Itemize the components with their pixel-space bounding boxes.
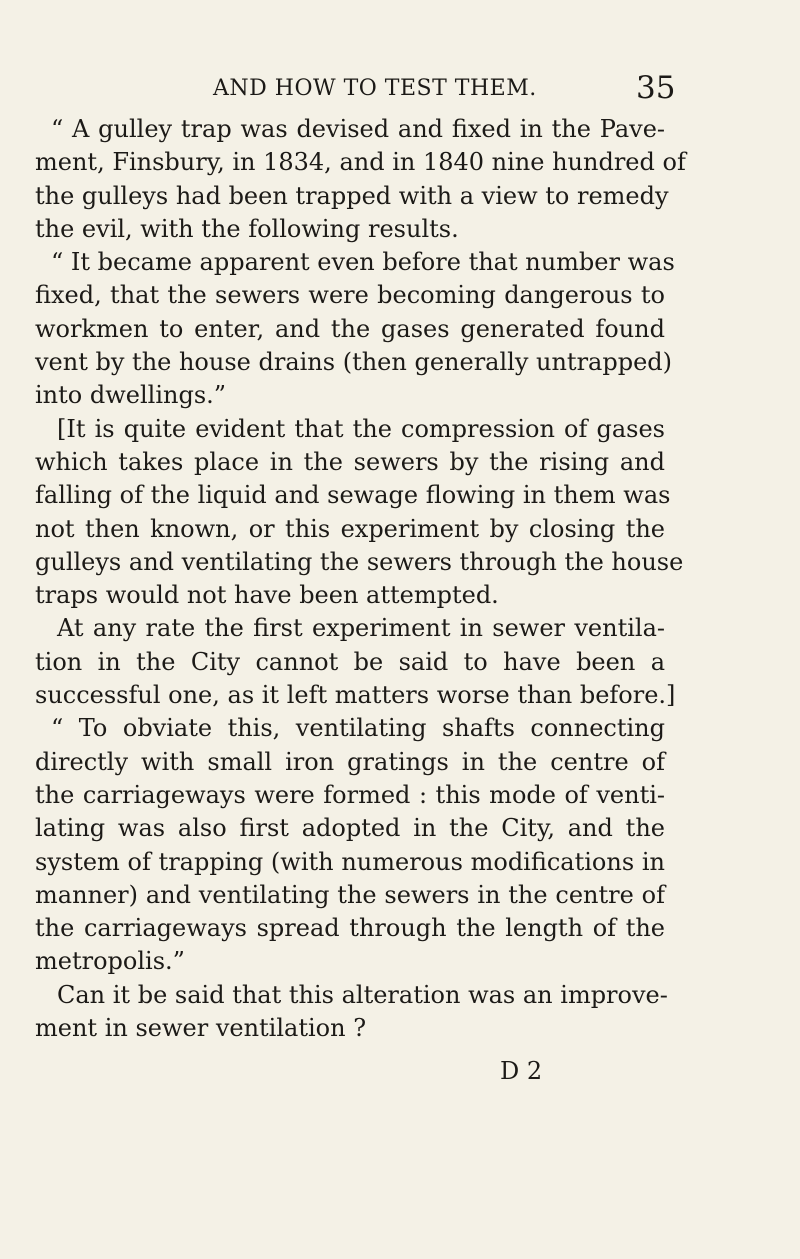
text-line: metropolis.” bbox=[35, 947, 185, 976]
text-line: traps would not have been attempted. bbox=[35, 581, 499, 610]
text-line: system of trapping (with numerous modifications in bbox=[35, 847, 665, 876]
text-line: the carriageways were formed : this mode of venti- bbox=[35, 780, 665, 809]
text-line: falling of the liquid and sewage flowing in them was bbox=[35, 481, 671, 510]
text-line: lating was also first adopted in the City, and the bbox=[35, 814, 665, 843]
running-title: AND HOW TO TEST THEM. bbox=[213, 76, 537, 101]
text-line: the gulleys had been trapped with a view to remedy bbox=[35, 181, 669, 210]
text-line: Can it be said that this alteration was an improve- bbox=[57, 980, 668, 1009]
text-line: “ A gulley trap was devised and fixed in the Pave- bbox=[51, 115, 665, 143]
text-line: workmen to enter, and the gases generated found bbox=[35, 314, 665, 343]
text-line: gulleys and ventilating the sewers through the house bbox=[35, 547, 684, 576]
text-line: vent by the house drains (then generally untrapped) bbox=[35, 348, 673, 377]
text-line: ment in sewer ventilation ? bbox=[35, 1014, 367, 1043]
text-line: the evil, with the following results. bbox=[35, 214, 459, 243]
text-line: tion in the City cannot be said to have been a bbox=[35, 647, 665, 676]
text-line: [It is quite evident that the compression of gases bbox=[57, 414, 665, 443]
text-line: successful one, as it left matters worse than before.] bbox=[35, 681, 676, 710]
text-line: “ To obviate this, ventilating shafts connecting bbox=[51, 714, 665, 743]
text-line: not then known, or this experiment by closing the bbox=[35, 514, 665, 543]
text-line: “ It became apparent even before that number was bbox=[51, 248, 675, 277]
text-line: which takes place in the sewers by the rising and bbox=[35, 447, 665, 476]
text-line: directly with small iron gratings in the centre of bbox=[35, 747, 665, 776]
body-text bbox=[35, 113, 686, 1045]
text-line: the carriageways spread through the length of the bbox=[35, 914, 665, 943]
signature-mark: D 2 bbox=[500, 1057, 543, 1085]
page-number: 35 bbox=[636, 70, 676, 106]
text-line: ment, Finsbury, in 1834, and in 1840 nine hundred of bbox=[35, 148, 686, 177]
text-line: fixed, that the sewers were becoming dangerous to bbox=[35, 281, 665, 310]
text-line: manner) and ventilating the sewers in the centre of bbox=[35, 880, 665, 909]
text-line: At any rate the first experiment in sewer ventila- bbox=[57, 614, 665, 643]
text-line: into dwellings.” bbox=[35, 381, 227, 410]
running-head bbox=[0, 70, 800, 116]
